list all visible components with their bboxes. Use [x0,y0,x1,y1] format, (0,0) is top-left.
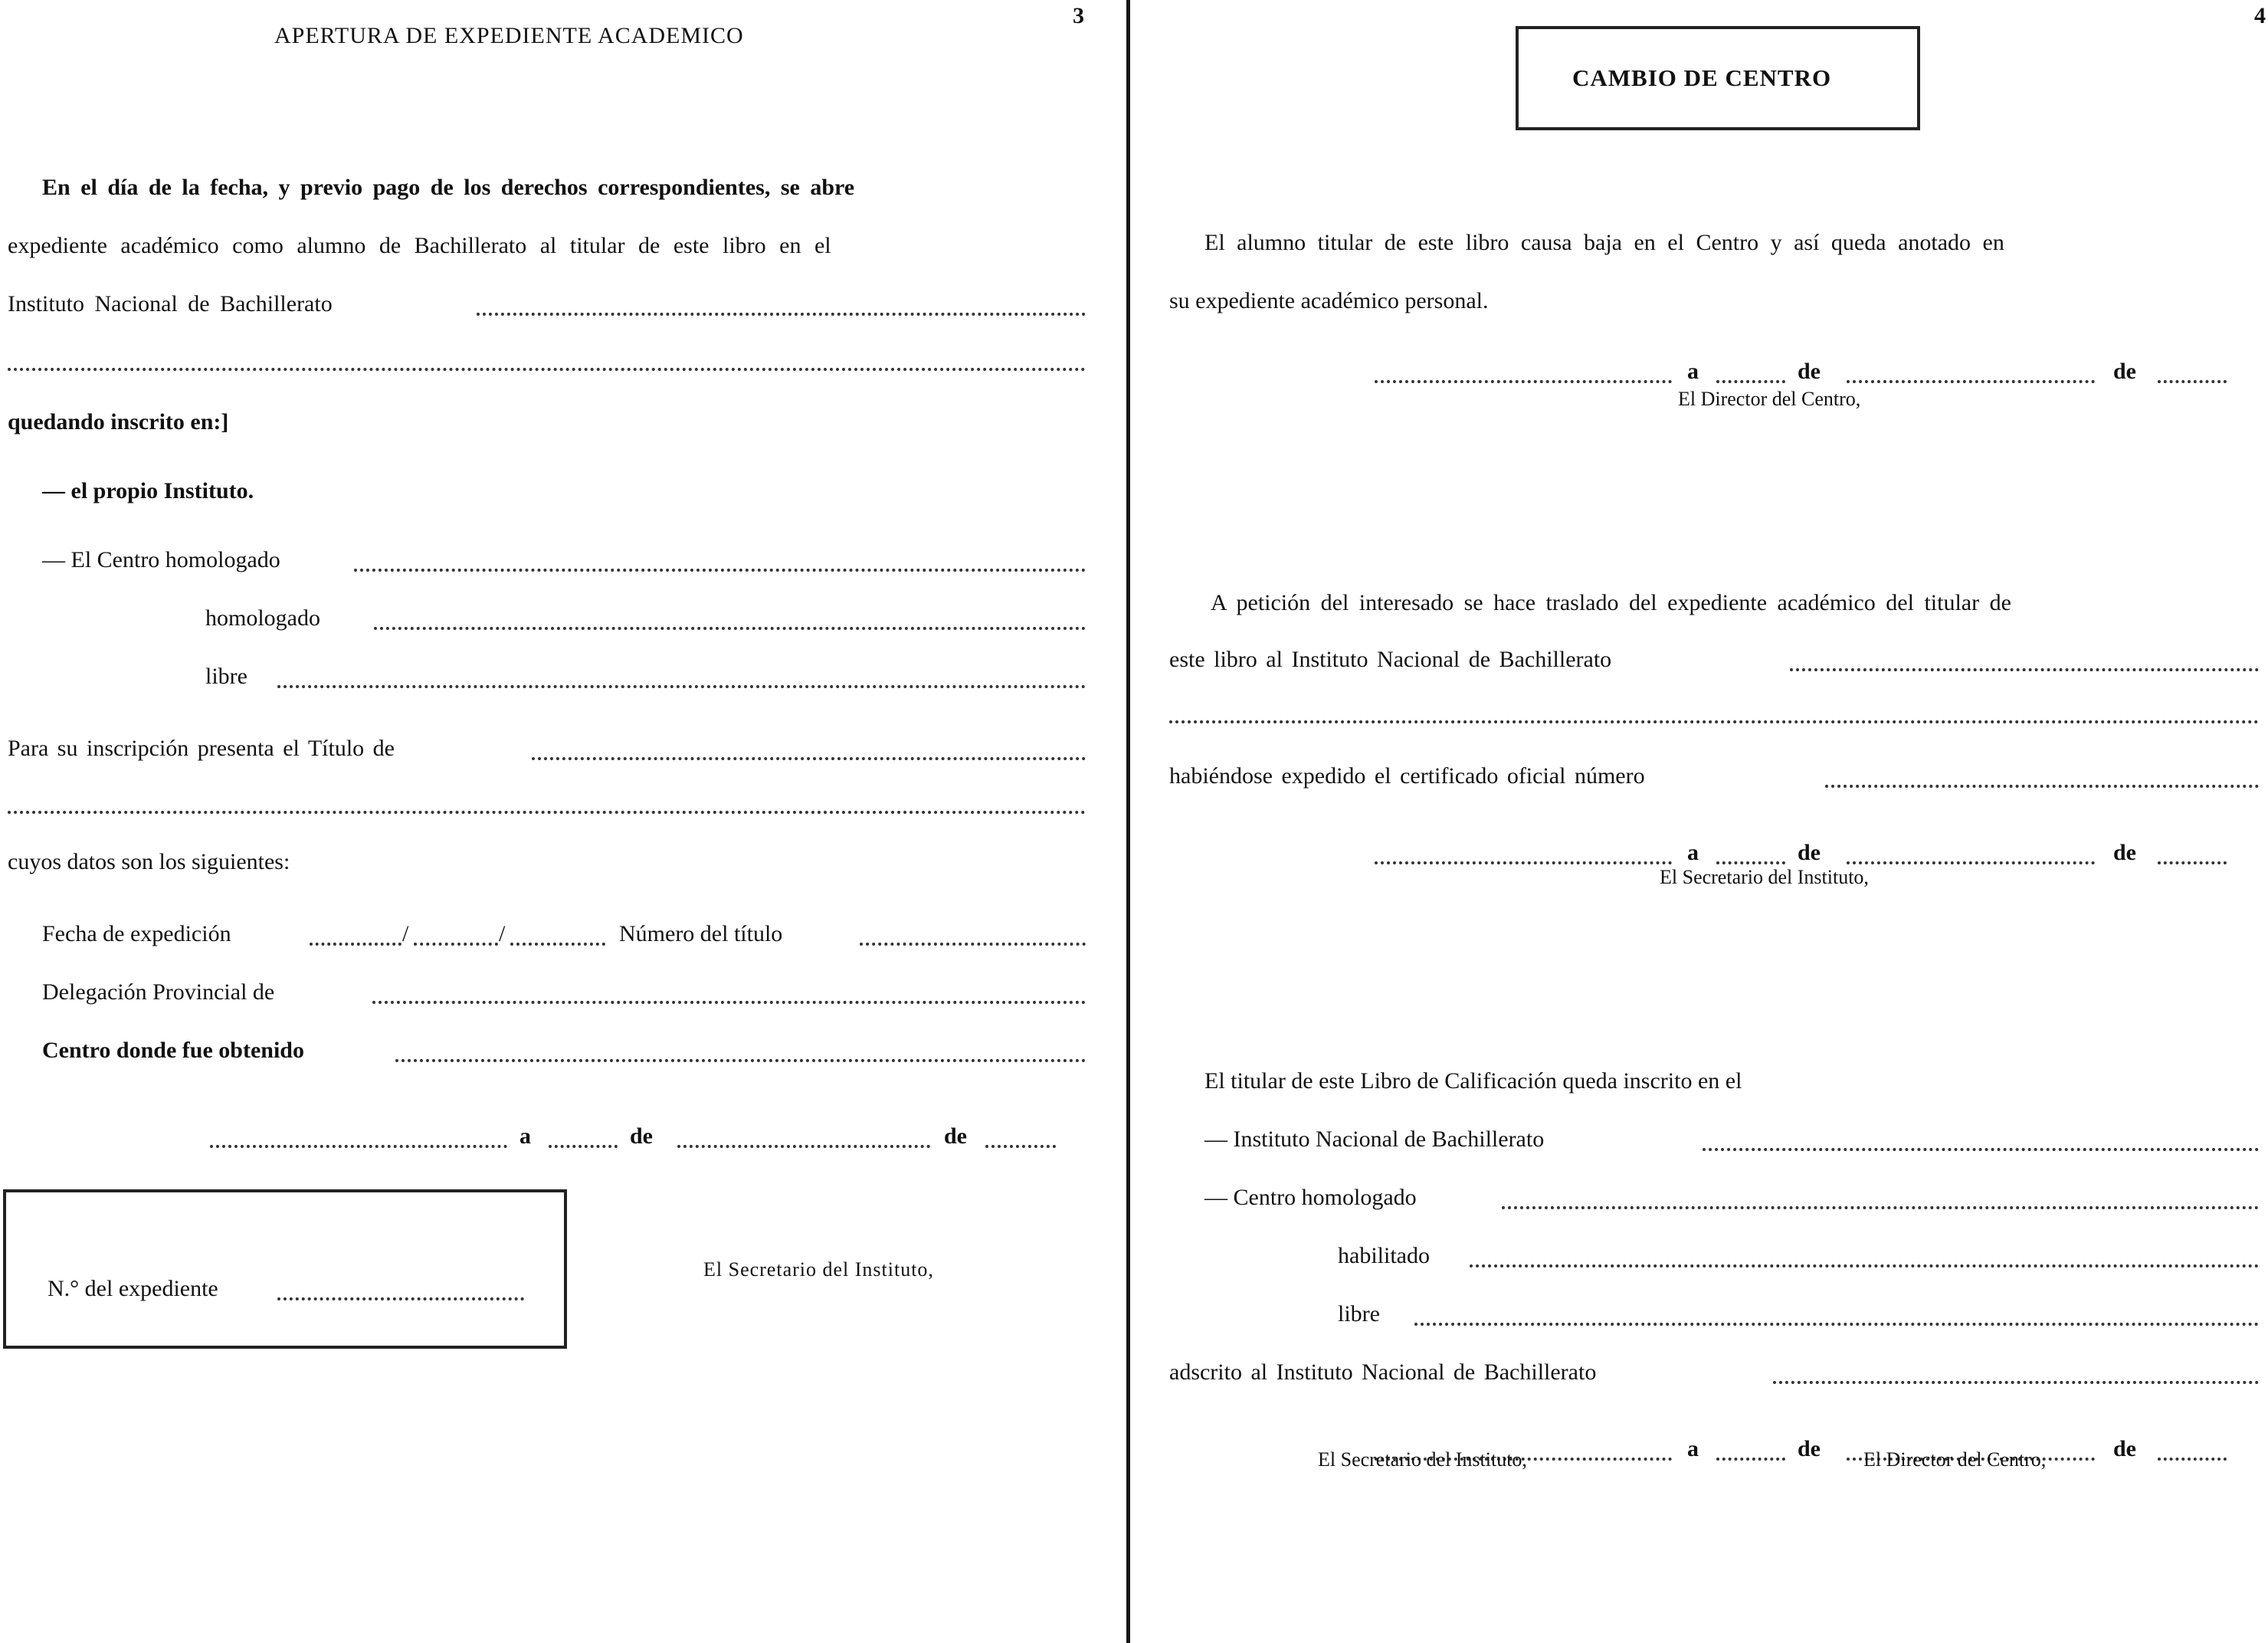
date-slash-2: / [499,921,506,946]
signature-secretary: El Secretario del Instituto, [703,1258,934,1281]
s1-year-field[interactable] [2158,380,2227,383]
intro-line-3: Instituto Nacional de Bachillerato [8,291,333,316]
s2-place-field[interactable] [1375,861,1672,864]
page-title: CAMBIO DE CENTRO [1572,64,1832,91]
record-number-field[interactable] [277,1297,524,1300]
s3-year-field[interactable] [2158,1458,2227,1461]
s3-habilitado-field[interactable] [1470,1264,2259,1268]
s3-signature-director: El Director del Centro, [1863,1448,2047,1471]
title-number-field[interactable] [860,943,1086,946]
s1-place-field[interactable] [1375,380,1672,383]
title-field[interactable] [532,757,1086,760]
libre-field[interactable] [277,685,1086,688]
issue-date-day-field[interactable] [310,943,401,946]
s1-month-field[interactable] [1847,380,2095,383]
intro-line-1: En el día de la fecha, y previo pago de los derechos correspondientes, se abre [42,175,855,200]
title-line-label: Para su inscripción presenta el Título de [8,736,395,761]
date-de-2: de [944,1123,967,1149]
s3-center-field[interactable] [1502,1206,2259,1209]
s2-day-field[interactable] [1716,861,1785,864]
s2-signature-secretary: El Secretario del Instituto, [1660,866,1869,888]
page-number: 3 [1073,3,1084,28]
delegation-field[interactable] [372,1001,1086,1004]
s3-item-institute-label: — Instituto Nacional de Bachillerato [1204,1126,1545,1152]
s3-adscrito-label: adscrito al Instituto Nacional de Bachillerato [1169,1359,1597,1385]
section2-line-1: A petición del interesado se hace traslado del expediente académico del titular de [1211,590,2011,615]
record-number-label: N.° del expediente [48,1276,218,1301]
section2-line-3: habiéndose expedido el certificado oficial número [1169,763,1645,789]
s3-item-center-label: — Centro homologado [1204,1185,1417,1210]
s1-signature-director: El Director del Centro, [1678,388,1861,410]
center-obtained-label: Centro donde fue obtenido [42,1038,304,1063]
record-number-box [3,1189,567,1349]
s2-institute-field[interactable] [1790,668,2259,671]
page-divider [1126,0,1130,1643]
option-libre-label: libre [205,664,247,689]
s1-date-de-1: de [1798,359,1821,384]
title-number-label: Número del título [619,921,783,946]
s3-date-de-1: de [1798,1436,1821,1461]
s3-date-de-2: de [2113,1436,2136,1461]
center-field[interactable] [354,569,1086,572]
s2-certificate-field[interactable] [1825,785,2259,788]
section1-line-1: El alumno titular de este libro causa baja en el Centro y así queda anotado en [1204,230,2004,255]
section1-line-2: su expediente académico personal. [1169,288,1489,313]
date-slash-1: / [402,921,409,946]
option-own-institute: — el propio Instituto. [42,478,254,503]
day-field[interactable] [549,1145,618,1148]
s2-date-de-1: de [1798,840,1821,865]
homologado-field[interactable] [374,627,1086,630]
s2-institute-field-continued[interactable] [1169,720,2259,723]
s1-date-a: a [1687,359,1699,384]
section3-line-1: El titular de este Libro de Calificación queda inscrito en el [1204,1068,1742,1094]
left-page [0,0,1119,1643]
page-title: APERTURA DE EXPEDIENTE ACADEMICO [274,23,744,48]
enrolled-label: quedando inscrito en:] [8,409,229,435]
data-label: cuyos datos son los siguientes: [8,849,290,874]
issue-date-month-field[interactable] [414,943,498,946]
month-field[interactable] [677,1145,930,1148]
option-homologado-label: homologado [205,605,320,631]
place-field[interactable] [210,1145,507,1148]
s3-institute-field[interactable] [1703,1148,2259,1151]
s3-date-a: a [1687,1436,1699,1461]
option-center-label: — El Centro homologado [42,547,280,572]
s1-date-de-2: de [2113,359,2136,384]
s2-date-de-2: de [2113,840,2136,865]
s3-libre-field[interactable] [1414,1323,2259,1326]
institute-field[interactable] [477,313,1086,316]
section2-line-2: este libro al Instituto Nacional de Bachillerato [1169,647,1612,672]
s2-date-a: a [1687,840,1699,865]
date-de-1: de [630,1123,653,1149]
page-number: 4 [2254,3,2266,28]
right-page [1134,0,2268,1643]
s3-signature-secretary: El Secretario del Instituto, [1318,1448,1527,1471]
s3-day-field[interactable] [1716,1458,1785,1461]
s3-item-libre-label: libre [1338,1301,1380,1327]
intro-line-2: expediente académico como alumno de Bachillerato al titular de este libro en el [8,233,831,258]
s3-adscrito-field[interactable] [1773,1381,2259,1384]
s1-day-field[interactable] [1716,380,1785,383]
delegation-label: Delegación Provincial de [42,979,275,1005]
year-field[interactable] [985,1145,1056,1148]
issue-date-label: Fecha de expedición [42,921,231,946]
s2-month-field[interactable] [1847,861,2095,864]
date-a: a [519,1123,531,1149]
issue-date-year-field[interactable] [510,943,605,946]
s3-item-habilitado-label: habilitado [1338,1243,1430,1268]
s2-year-field[interactable] [2158,861,2227,864]
title-field-continued[interactable] [8,811,1086,814]
institute-field-continued[interactable] [8,368,1086,371]
center-obtained-field[interactable] [395,1059,1086,1062]
